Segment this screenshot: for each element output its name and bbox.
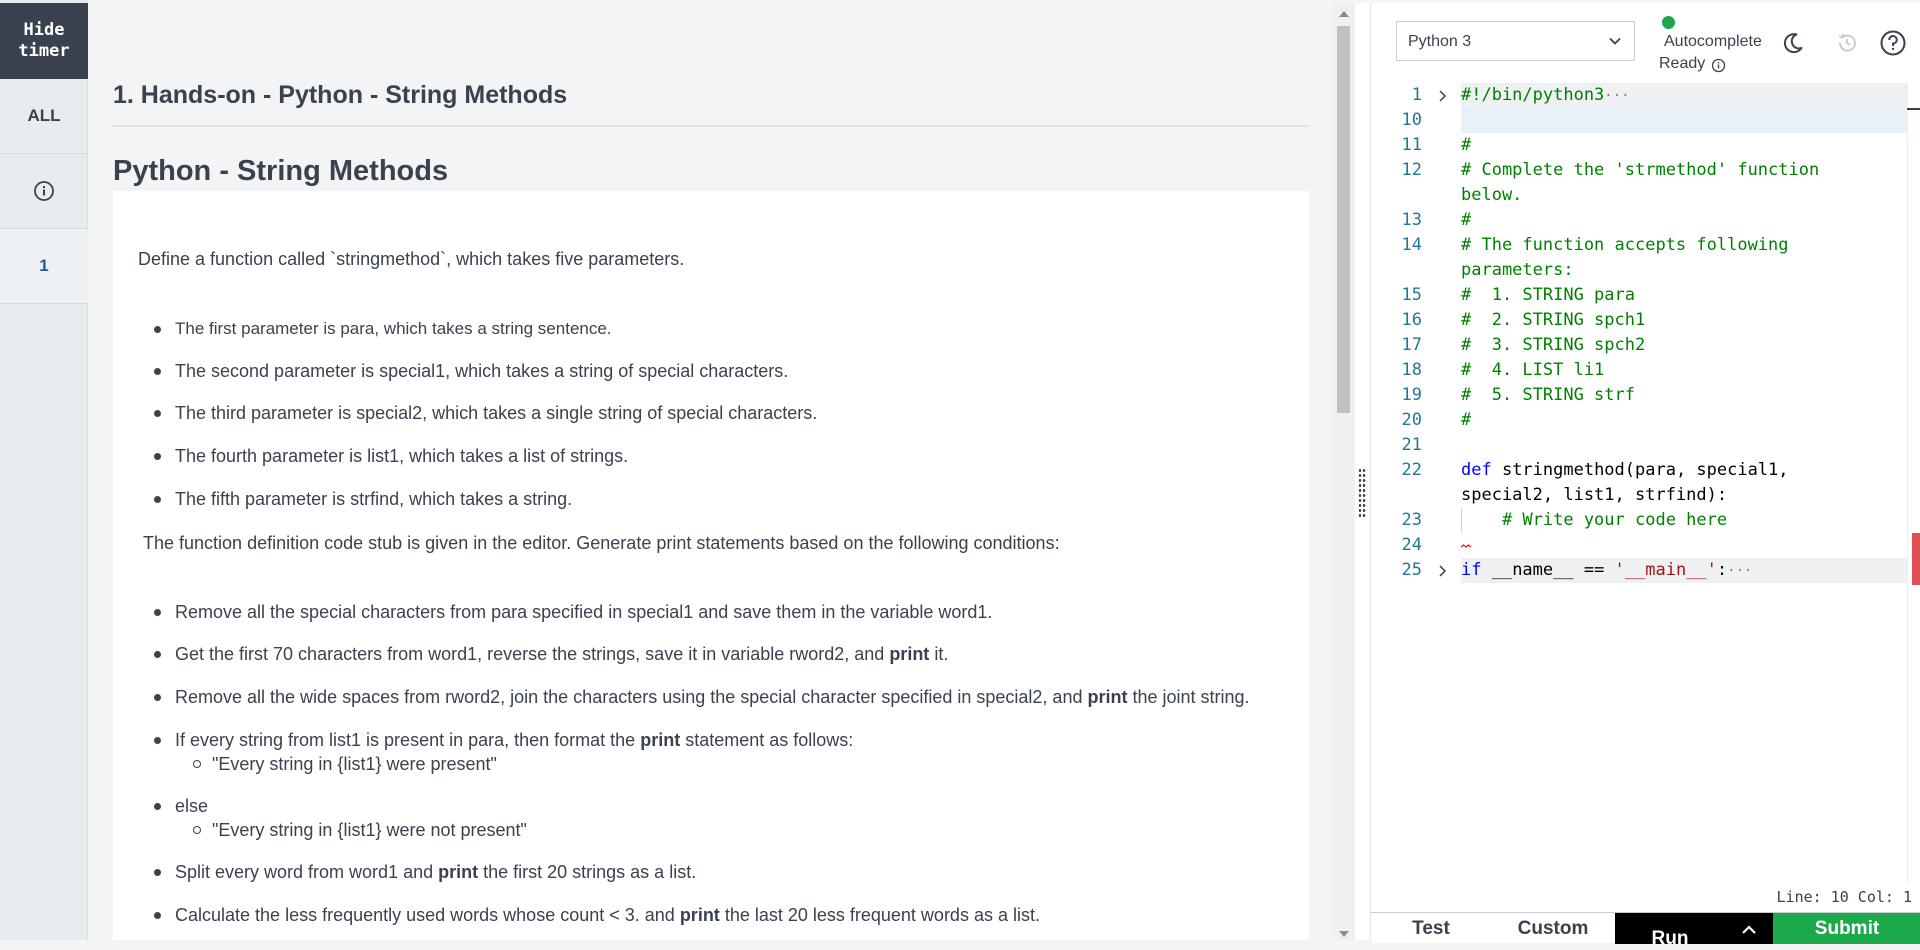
line-number: 15 (1401, 285, 1422, 305)
run-label: Run (1651, 928, 1689, 949)
problem-intro: Define a function called `stringmethod`, which takes five parameters. (138, 249, 685, 269)
cursor-position: Line: 10 Col: 1 (1776, 888, 1912, 906)
code-line-20: # (1461, 410, 1472, 430)
condition-text: Calculate the less frequently used words whose count < 3. and (175, 905, 680, 925)
line-number: 21 (1401, 435, 1422, 455)
code-keyword: def (1461, 460, 1492, 480)
condition-text: the first 20 strings as a list. (478, 862, 697, 882)
code-string: '__main__' (1614, 560, 1717, 580)
line-number: 10 (1401, 110, 1422, 130)
condition-text: it. (929, 644, 949, 664)
code-line-19: # 5. STRING strf (1461, 385, 1635, 405)
info-icon (33, 180, 55, 202)
ready-status: Ready (1659, 55, 1706, 72)
fold-chevron-icon[interactable] (1438, 89, 1448, 103)
code-line-15: # 1. STRING para (1461, 285, 1635, 305)
code-line-13: # (1461, 210, 1472, 230)
chevron-down-icon (1608, 34, 1622, 48)
param-item: The fourth parameter is list1, which takes a list of strings. (175, 446, 629, 466)
chevron-up-icon (1741, 923, 1757, 935)
problem-subtitle: Python - String Methods (113, 155, 449, 187)
code-line-22-wrap: special2, list1, strfind): (1461, 485, 1728, 505)
nav-question-number: 1 (39, 256, 49, 275)
line-number: 12 (1401, 160, 1422, 180)
code-text: : (1716, 560, 1728, 580)
scroll-down-arrow-icon[interactable] (1339, 931, 1349, 937)
code-editor[interactable] (1371, 83, 1920, 883)
condition-item (175, 686, 1250, 708)
code-line-18: # 4. LIST li1 (1461, 360, 1605, 380)
title-divider (113, 125, 1309, 127)
nav-all-label: ALL (27, 106, 61, 125)
drag-handle-icon[interactable] (1358, 468, 1367, 518)
param-item: The first parameter is para, which takes a string sentence. (175, 319, 612, 338)
condition-bold: print (889, 644, 930, 664)
condition-item: Remove all the special characters from para specified in special1 and save them in the variable word1. (175, 602, 993, 622)
editor-panel (1370, 3, 1920, 949)
condition-text: statement as follows: (680, 730, 854, 750)
condition-text: the last 20 less frequent words as a list. (719, 905, 1040, 925)
submit-label: Submit (1814, 917, 1880, 939)
custom-label: Custom (1517, 917, 1589, 939)
test-tab[interactable] (1371, 913, 1491, 944)
autocomplete-status: Autocomplete (1664, 33, 1762, 50)
code-text: __name__ == (1481, 560, 1615, 580)
code-line-12-wrap: below. (1461, 185, 1523, 205)
submit-button[interactable] (1773, 913, 1920, 944)
help-icon[interactable] (1879, 29, 1907, 57)
condition-bold: print (438, 862, 479, 882)
line-number: 19 (1401, 385, 1422, 405)
code-line-14-wrap: parameters: (1461, 260, 1574, 280)
condition-item: else (175, 796, 209, 816)
line-number: 1 (1411, 85, 1422, 105)
conditions-intro: The function definition code stub is given in the editor. Generate print statements based on the following conditions: (143, 533, 1060, 553)
scroll-thumb[interactable] (1337, 26, 1350, 413)
condition-text: Remove all the wide spaces from rword2, join the characters using the special character specified in special2, and (175, 687, 1088, 707)
problem-panel (88, 3, 1332, 940)
condition-text: the joint string. (1127, 687, 1250, 707)
condition-bold: print (679, 905, 720, 925)
line-number: 11 (1401, 135, 1422, 155)
condition-text: Get the first 70 characters from word1, reverse the strings, save it in variable rword2, and (175, 644, 890, 664)
code-line-22 (1461, 458, 1789, 483)
param-item: The fifth parameter is strfind, which takes a string. (175, 489, 573, 509)
param-item: The third parameter is special2, which takes a single string of special characters. (175, 403, 818, 423)
theme-moon-icon[interactable] (1781, 31, 1805, 55)
nav-question-1[interactable] (0, 229, 88, 304)
language-select[interactable] (1396, 21, 1635, 61)
fold-ellipsis: ··· (1727, 563, 1753, 579)
line-number: 18 (1401, 360, 1422, 380)
status-dot (1662, 16, 1675, 29)
condition-item (175, 904, 1040, 926)
condition-text: Split every word from word1 and (175, 862, 439, 882)
run-button[interactable] (1615, 913, 1725, 949)
language-value: Python 3 (1408, 33, 1472, 50)
line-number: 14 (1401, 235, 1422, 255)
code-line-17: # 3. STRING spch2 (1461, 335, 1646, 355)
line-number: 20 (1401, 410, 1422, 430)
hide-timer-label-2: timer (18, 41, 70, 61)
current-line-highlight (1461, 108, 1907, 133)
condition-item (175, 643, 948, 665)
code-comment: #!/bin/python3 (1461, 85, 1605, 105)
condition-subitem: "Every string in {list1} were not present" (212, 820, 527, 840)
condition-bold: print (1087, 687, 1128, 707)
line-number: 16 (1401, 310, 1422, 330)
scroll-up-arrow-icon[interactable] (1339, 11, 1349, 17)
condition-bold: print (640, 730, 681, 750)
code-line-25 (1461, 558, 1752, 584)
code-line-14: # The function accepts following (1461, 235, 1789, 255)
panel-splitter[interactable] (1355, 3, 1370, 940)
history-icon[interactable] (1835, 31, 1859, 55)
code-line-12: # Complete the 'strmethod' function (1461, 160, 1820, 180)
run-options-button[interactable] (1725, 913, 1773, 944)
line-number: 25 (1401, 560, 1422, 580)
line-number: 17 (1401, 335, 1422, 355)
ruler-error-marker (1912, 533, 1920, 585)
condition-text: If every string from list1 is present in para, then format the (175, 730, 641, 750)
line-number: 22 (1401, 460, 1422, 480)
question-nav (0, 0, 88, 940)
line-number: 23 (1401, 510, 1422, 530)
code-text: stringmethod(para, special1, (1491, 460, 1789, 480)
line-number: 24 (1401, 535, 1422, 555)
info-icon[interactable] (1711, 58, 1726, 73)
hide-timer-button[interactable] (0, 3, 88, 79)
condition-subitem: "Every string in {list1} were present" (212, 754, 497, 774)
problem-statement (113, 191, 1309, 940)
problem-scrollbar[interactable] (1332, 3, 1355, 940)
error-squiggle (1461, 544, 1471, 548)
overview-ruler[interactable] (1907, 83, 1920, 883)
problem-title: 1. Hands-on - Python - String Methods (113, 81, 568, 109)
nav-all-questions[interactable] (0, 79, 88, 154)
code-line-1 (1461, 83, 1630, 109)
custom-tab[interactable] (1491, 913, 1615, 944)
hide-timer-label-1: Hide (23, 20, 65, 40)
ruler-cursor-marker (1907, 108, 1920, 110)
code-line-23: # Write your code here (1461, 510, 1728, 530)
nav-info-button[interactable] (0, 154, 88, 229)
test-label: Test (1412, 917, 1450, 939)
condition-item (175, 729, 853, 751)
code-keyword: if (1461, 560, 1482, 580)
fold-chevron-icon[interactable] (1438, 564, 1448, 578)
param-item: The second parameter is special1, which takes a string of special characters. (175, 361, 789, 381)
code-line-11: # (1461, 135, 1472, 155)
fold-ellipsis: ··· (1604, 88, 1630, 104)
code-line-16: # 2. STRING spch1 (1461, 310, 1646, 330)
action-bar (1371, 912, 1920, 949)
condition-item (175, 861, 696, 883)
line-number: 13 (1401, 210, 1422, 230)
